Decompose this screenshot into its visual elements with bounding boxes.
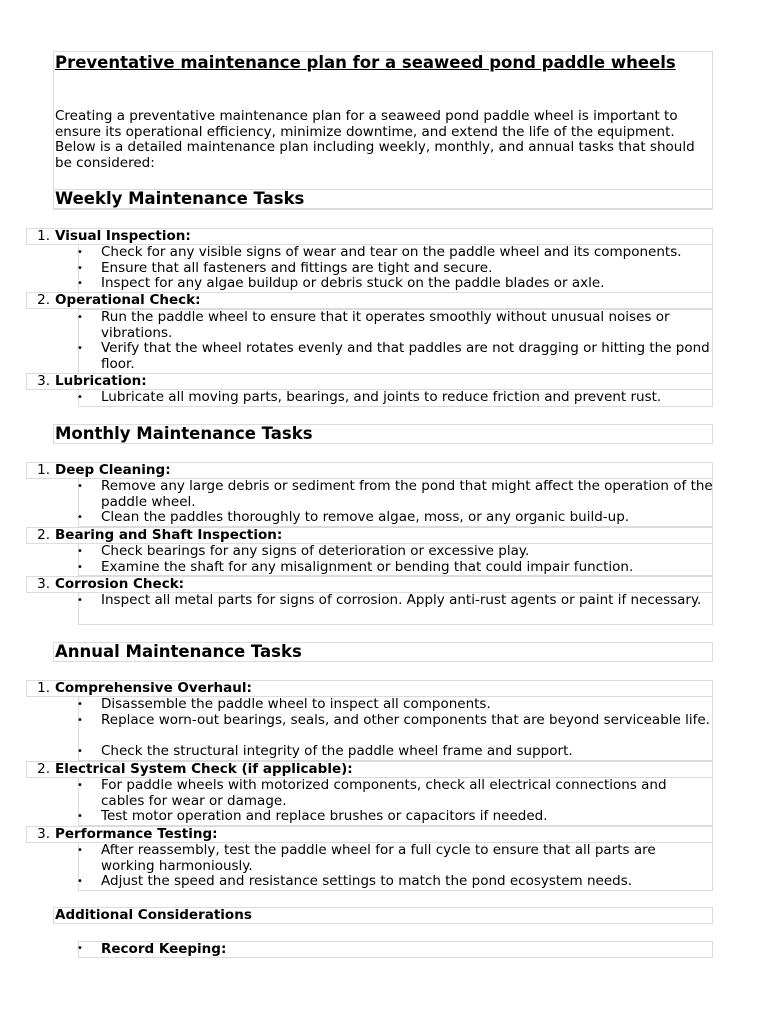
- bullet-icon: •: [77, 546, 83, 557]
- bullet-icon: •: [77, 943, 83, 954]
- bullet-icon: •: [77, 512, 83, 523]
- task-title: Comprehensive Overhaul:: [55, 680, 252, 696]
- task-title: Bearing and Shaft Inspection:: [55, 527, 283, 543]
- task-number: 1.: [37, 228, 50, 244]
- task-title: Visual Inspection:: [55, 228, 191, 244]
- document-title: Preventative maintenance plan for a seaweed pond paddle wheels: [55, 53, 676, 72]
- section-title-weekly: Weekly Maintenance Tasks: [55, 189, 305, 208]
- list-item: Check bearings for any signs of deterioration or excessive play.: [101, 543, 530, 559]
- task-number: 3.: [37, 373, 50, 389]
- task-number: 1.: [37, 680, 50, 696]
- list-item: Inspect all metal parts for signs of corrosion. Apply anti-rust agents or paint if necessary.: [101, 592, 702, 608]
- bullet-icon: •: [77, 811, 83, 822]
- task-number: 3.: [37, 576, 50, 592]
- list-item: After reassembly, test the paddle wheel for a full cycle to ensure that all parts are working harmoniously.: [101, 842, 656, 874]
- intro-paragraph: Creating a preventative maintenance plan for a seaweed pond paddle wheel is important to ensure its operational efficiency, minimize downtime, and extend the life of the equipment. Below is a detailed maintenance plan including weekly, monthly, and annual tasks that should be considered:: [55, 108, 695, 172]
- bullet-icon: •: [77, 699, 83, 710]
- list-item: Clean the paddles thoroughly to remove algae, moss, or any organic build-up.: [101, 509, 630, 525]
- bullet-icon: •: [77, 746, 83, 757]
- list-item: Ensure that all fasteners and fittings are tight and secure.: [101, 260, 493, 276]
- bullet-icon: •: [77, 481, 83, 492]
- bullet-icon: •: [77, 247, 83, 258]
- list-item: Run the paddle wheel to ensure that it operates smoothly without unusual noises or vibrations.: [101, 309, 670, 341]
- task-title: Lubrication:: [55, 373, 147, 389]
- list-item: Replace worn-out bearings, seals, and other components that are beyond serviceable life.: [101, 712, 710, 728]
- list-item: Test motor operation and replace brushes or capacitors if needed.: [101, 808, 548, 824]
- bullet-icon: •: [77, 845, 83, 856]
- task-title: Performance Testing:: [55, 826, 218, 842]
- task-title: Deep Cleaning:: [55, 462, 171, 478]
- task-number: 1.: [37, 462, 50, 478]
- bullet-icon: •: [77, 312, 83, 323]
- list-item: Examine the shaft for any misalignment or bending that could impair function.: [101, 559, 634, 575]
- list-item: Record Keeping:: [101, 941, 227, 957]
- bullet-icon: •: [77, 278, 83, 289]
- list-item: Check the structural integrity of the paddle wheel frame and support.: [101, 743, 573, 759]
- task-title: Corrosion Check:: [55, 576, 185, 592]
- list-item: Verify that the wheel rotates evenly and that paddles are not dragging or hitting the pond floor.: [101, 340, 710, 372]
- bullet-icon: •: [77, 562, 83, 573]
- bullet-icon: •: [77, 343, 83, 354]
- task-title: Electrical System Check (if applicable):: [55, 761, 353, 777]
- list-item: Remove any large debris or sediment from the pond that might affect the operation of the paddle wheel.: [101, 478, 713, 510]
- task-number: 2.: [37, 527, 50, 543]
- list-item: For paddle wheels with motorized components, check all electrical connections and cables for wear or damage.: [101, 777, 667, 809]
- additional-considerations-title: Additional Considerations: [55, 907, 252, 923]
- task-number: 2.: [37, 761, 50, 777]
- bullet-icon: •: [77, 715, 83, 726]
- list-item: Inspect for any algae buildup or debris stuck on the paddle blades or axle.: [101, 275, 605, 291]
- bullet-icon: •: [77, 263, 83, 274]
- task-number: 2.: [37, 292, 50, 308]
- bullet-icon: •: [77, 595, 83, 606]
- list-item: Lubricate all moving parts, bearings, and joints to reduce friction and prevent rust.: [101, 389, 662, 405]
- list-item: Check for any visible signs of wear and tear on the paddle wheel and its components.: [101, 244, 682, 260]
- list-item: Disassemble the paddle wheel to inspect all components.: [101, 696, 491, 712]
- section-title-annual: Annual Maintenance Tasks: [55, 642, 302, 661]
- task-number: 3.: [37, 826, 50, 842]
- bullet-icon: •: [77, 392, 83, 403]
- bullet-icon: •: [77, 780, 83, 791]
- section-title-monthly: Monthly Maintenance Tasks: [55, 424, 313, 443]
- task-title: Operational Check:: [55, 292, 201, 308]
- list-item: Adjust the speed and resistance settings to match the pond ecosystem needs.: [101, 873, 633, 889]
- bullet-icon: •: [77, 876, 83, 887]
